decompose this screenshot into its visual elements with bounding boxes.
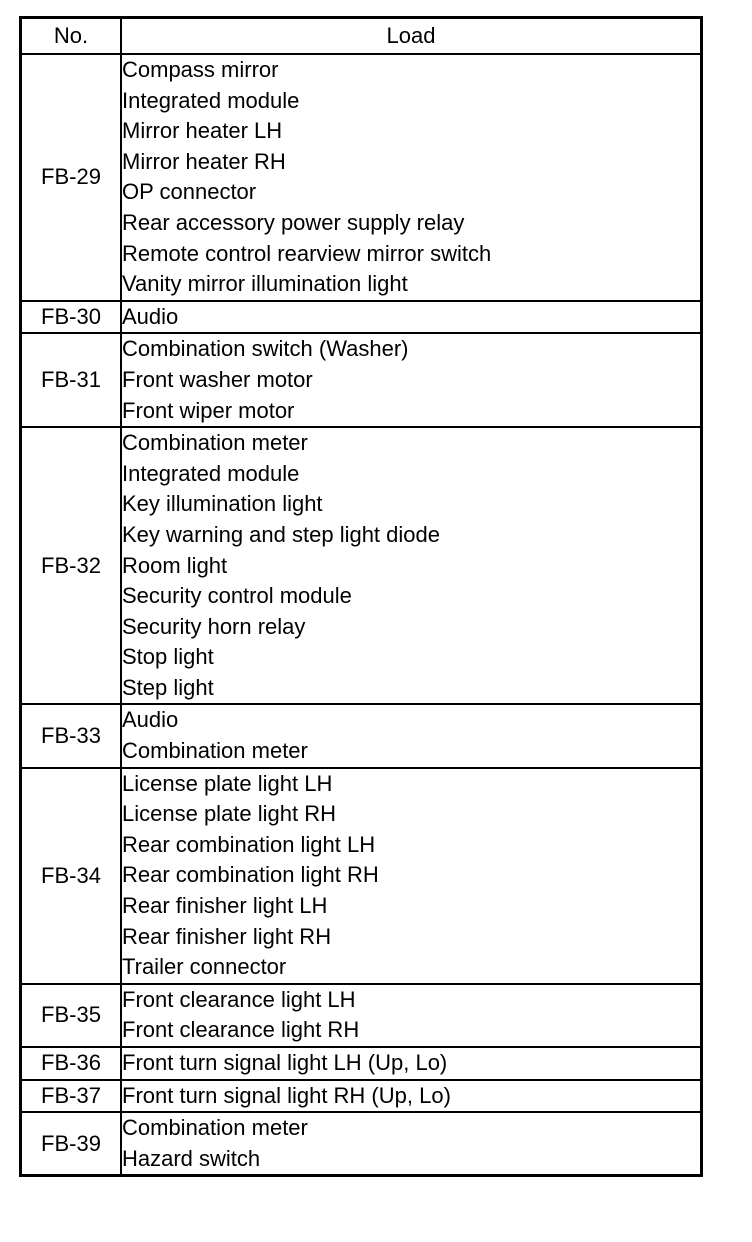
table-row: [21, 427, 702, 704]
load-item: Front clearance light LH: [122, 986, 356, 1012]
table-row: [21, 768, 702, 984]
load-item: Combination meter: [122, 1115, 308, 1141]
load-item: Front clearance light RH: [122, 1017, 360, 1043]
load-item: License plate light LH: [122, 770, 333, 796]
load-list: [121, 1047, 702, 1080]
table-row: [21, 54, 702, 301]
load-item: Remote control rearview mirror switch: [122, 240, 492, 266]
fuse-number: FB-37: [21, 1080, 122, 1113]
fuse-number: FB-34: [21, 768, 122, 984]
load-item: Rear combination light LH: [122, 831, 376, 857]
load-item: Rear finisher light RH: [122, 923, 332, 949]
column-header-load: Load: [121, 18, 702, 55]
load-item: Rear combination light RH: [122, 862, 379, 888]
table-row: [21, 1112, 702, 1176]
load-item: Room light: [122, 552, 228, 578]
load-list: [121, 1112, 702, 1176]
fuse-number: FB-32: [21, 427, 122, 704]
load-item: Stop light: [122, 644, 214, 670]
table-row: [21, 1080, 702, 1113]
fuse-number: FB-30: [21, 301, 122, 334]
load-list: [121, 704, 702, 767]
load-item: Mirror heater LH: [122, 118, 283, 144]
load-item: Front washer motor: [122, 366, 313, 392]
load-item: Trailer connector: [122, 954, 287, 980]
load-item: Front turn signal light LH (Up, Lo): [122, 1050, 448, 1075]
load-item: Audio: [122, 303, 179, 329]
load-item: Integrated module: [122, 460, 300, 486]
load-item: Key illumination light: [122, 491, 323, 517]
table-row: [21, 1047, 702, 1080]
load-item: License plate light RH: [122, 801, 337, 827]
fuse-number: FB-35: [21, 984, 122, 1047]
table-row: [21, 984, 702, 1047]
load-item: Combination meter: [122, 430, 308, 456]
load-item: Compass mirror: [122, 57, 279, 82]
load-item: Security control module: [122, 583, 352, 609]
load-item: Combination switch (Washer): [122, 336, 409, 362]
fuse-number: FB-36: [21, 1047, 122, 1080]
load-item: Vanity mirror illumination light: [122, 271, 408, 297]
load-item: Integrated module: [122, 87, 300, 113]
table-row: [21, 704, 702, 767]
load-item: Front wiper motor: [122, 397, 295, 423]
fuse-number: FB-31: [21, 333, 122, 427]
load-list: [121, 427, 702, 704]
load-item: Step light: [122, 674, 214, 700]
load-list: [121, 54, 702, 301]
load-item: Front turn signal light RH (Up, Lo): [122, 1082, 451, 1108]
load-list: [121, 768, 702, 984]
fuse-load-table: [19, 16, 703, 1177]
column-header-no: No.: [21, 18, 122, 55]
load-list: [121, 1080, 702, 1113]
load-list: [121, 984, 702, 1047]
fuse-number: FB-33: [21, 704, 122, 767]
table-row: [21, 301, 702, 334]
load-item: Hazard switch: [122, 1145, 261, 1171]
load-item: Rear finisher light LH: [122, 893, 328, 919]
fuse-number: FB-29: [21, 54, 122, 301]
load-item: Combination meter: [122, 738, 308, 764]
load-item: OP connector: [122, 179, 257, 205]
load-list: [121, 301, 702, 334]
load-list: [121, 333, 702, 427]
load-item: Key warning and step light diode: [122, 521, 440, 547]
load-item: Security horn relay: [122, 613, 306, 639]
table-body: [21, 54, 702, 1176]
table-row: [21, 333, 702, 427]
table-header-row: [21, 18, 702, 55]
load-item: Mirror heater RH: [122, 148, 286, 174]
load-item: Audio: [122, 707, 179, 733]
fuse-number: FB-39: [21, 1112, 122, 1176]
load-item: Rear accessory power supply relay: [122, 209, 465, 235]
